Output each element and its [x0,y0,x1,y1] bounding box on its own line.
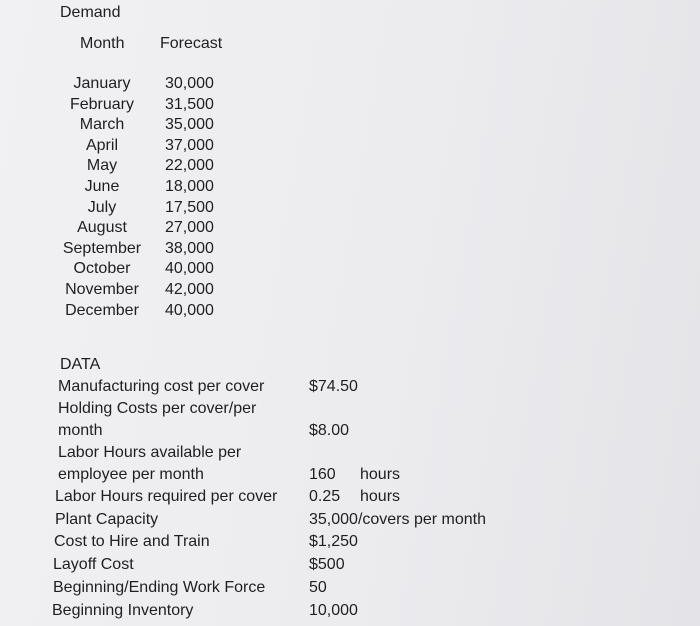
month-cell: April [85,136,118,154]
forecast-cell: 31,500 [165,95,214,113]
labor-available-value: 160 [309,466,336,483]
demand-row [56,115,226,136]
plant-capacity-label: Plant Capacity [55,511,159,528]
forecast-header: Forecast [160,35,223,52]
plant-capacity-value: 35,000/covers per month [309,511,486,528]
hire-cost-label: Cost to Hire and Train [54,533,210,550]
demand-row [56,259,226,280]
demand-table [56,74,226,321]
work-force-value: 50 [309,579,327,596]
forecast-cell: 40,000 [165,301,214,319]
labor-required-value: 0.25 [309,488,341,505]
data-title: DATA [60,356,101,373]
forecast-cell: 40,000 [165,260,214,278]
month-header: Month [80,35,125,52]
month-cell: June [84,177,120,195]
layoff-cost-value: $500 [309,556,345,573]
month-cell: February [69,95,135,113]
forecast-cell: 18,000 [165,177,214,195]
demand-row [56,218,226,239]
demand-row [56,177,226,198]
demand-row [56,198,226,219]
labor-required-unit: hours [360,488,401,505]
forecast-cell: 17,500 [165,198,214,216]
demand-row [56,74,226,95]
labor-available-label-line1: Labor Hours available per [58,444,242,461]
inventory-label: Beginning Inventory [52,602,194,619]
demand-title: Demand [60,4,121,21]
labor-required-label: Labor Hours required per cover [55,488,278,505]
forecast-cell: 38,000 [165,239,214,257]
demand-row [56,95,226,116]
month-cell: May [86,157,118,175]
month-cell: October [73,260,131,278]
month-cell: November [65,280,139,298]
demand-row [56,239,226,260]
month-cell: December [65,301,139,319]
labor-available-label-line2: employee per month [58,466,204,483]
forecast-cell: 30,000 [165,75,214,92]
month-cell: March [79,116,125,134]
month-cell: January [73,75,131,92]
holding-cost-label-line1: Holding Costs per cover/per [58,400,257,417]
month-cell: August [77,219,127,237]
demand-row [56,156,226,177]
demand-row [56,280,226,301]
hire-cost-value: $1,250 [309,533,358,550]
demand-row [56,136,226,157]
month-cell: September [62,239,142,257]
work-force-label: Beginning/Ending Work Force [53,579,266,596]
holding-cost-label-line2: month [58,422,103,439]
manufacturing-cost-value: $74.50 [309,378,358,395]
layoff-cost-label: Layoff Cost [53,556,134,573]
forecast-cell: 35,000 [165,116,214,134]
forecast-cell: 22,000 [165,157,214,175]
forecast-cell: 27,000 [165,219,214,237]
manufacturing-cost-label: Manufacturing cost per cover [58,378,265,395]
labor-available-unit: hours [360,466,401,483]
forecast-cell: 42,000 [165,280,214,298]
inventory-value: 10,000 [309,602,358,619]
demand-row [56,301,226,322]
forecast-cell: 37,000 [165,136,214,154]
month-cell: July [87,198,117,216]
holding-cost-value: $8.00 [309,422,350,439]
